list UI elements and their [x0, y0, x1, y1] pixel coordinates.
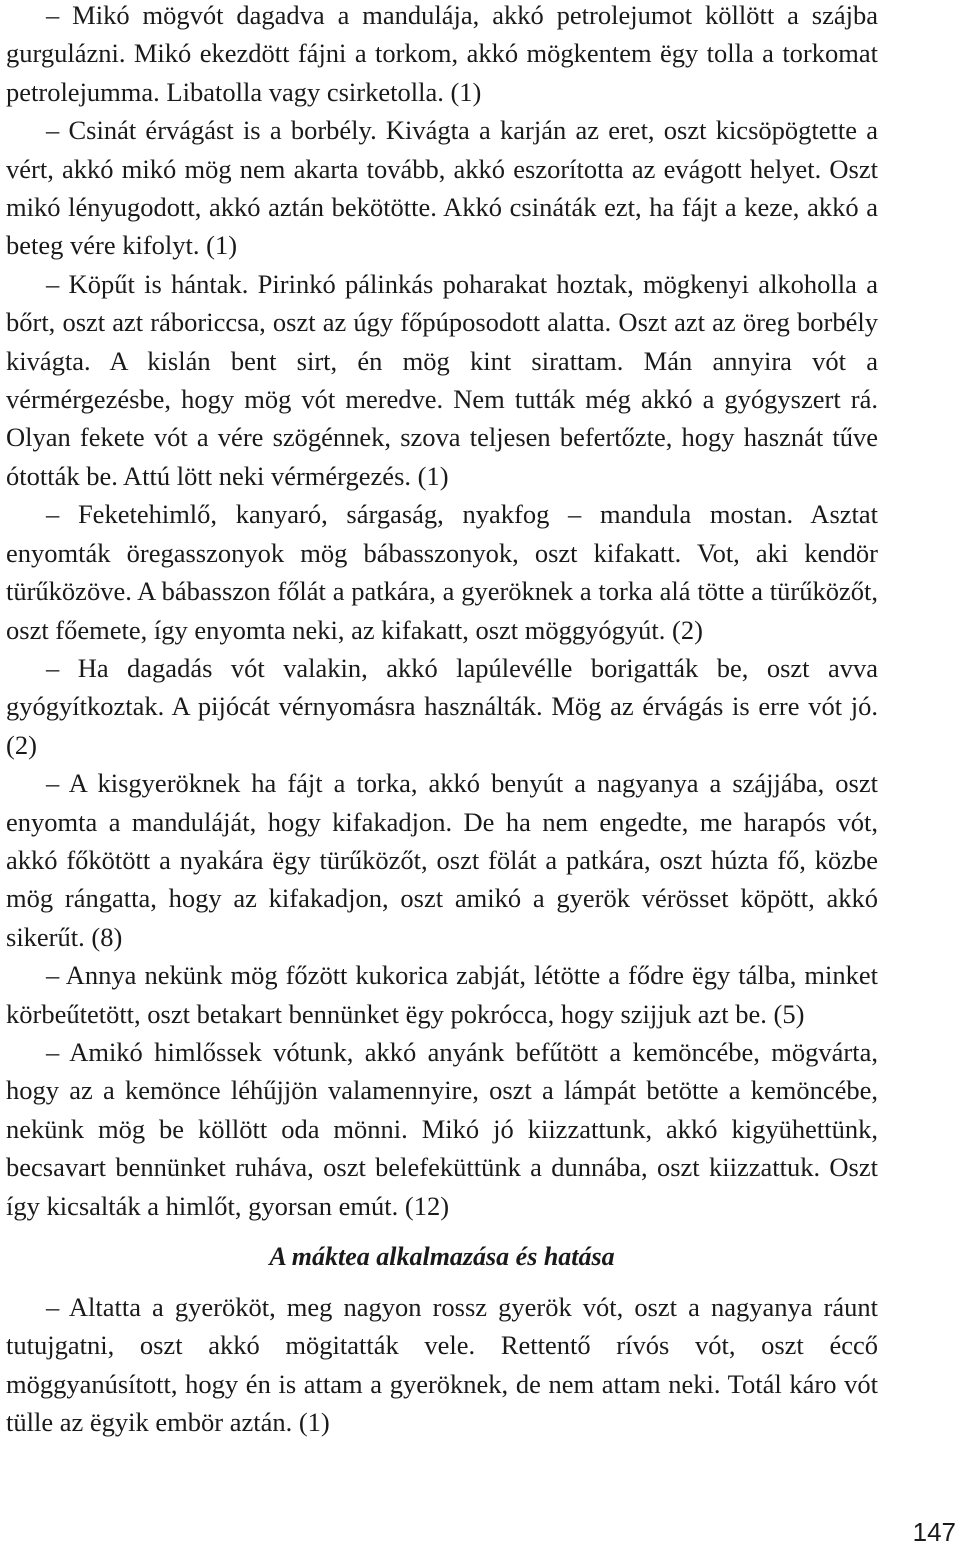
paragraph: – Köpűt is hántak. Pirinkó pálinkás poharakat hoztak, mögkenyi alkoholla a bőrt, oszt azt ráboriccsa, oszt az úgy főpúposodott alatta. Oszt azt az öreg borbély kivágta. A kislán bent sirt, én mög kint sirattam. Mán annyira vót a vérmérgezésbe, hogy mög vót meredve. Nem tutták még akkó a gyógyszert rá. Olyan fekete vót a vére szögénnek, szova teljesen befertőzte, hogy hasznát tűve ótották be. Attú lött neki vérmérgezés. (1) — [6, 268, 878, 491]
paragraph: – Feketehimlő, kanyaró, sárgaság, nyakfog – mandula mostan. Asztat enyomták öregasszonyok mög bábasszonyok, oszt kifakatt. Vot, aki kendör türűközöve. A bábasszon főlát a patkára, a gyeröknek a torka alá tötte a türűközőt, oszt főemete, így enyomta neki, az kifakatt, oszt möggyógyút. (2) — [6, 499, 878, 645]
paragraph: – Amikó himlőssek vótunk, akkó anyánk befűtött a kemöncébe, mögvárta, hogy az a kemönce léhűjjön valamennyire, oszt a lámpát betötte a kemöncébe, nekünk mög be köllött oda mönni. Mikó jó kiizzattunk, akkó kigyühettünk, becsavart bennünket ruháva, oszt belefeküttünk a dunnába, oszt kiizzattuk. Oszt így kicsalták a himlőt, gyorsan emút. (12) — [6, 1036, 878, 1221]
paragraph: – Mikó mögvót dagadva a mandulája, akkó petrolejumot köllött a szájba gurgulázni. Mikó ekezdött fájni a torkom, akkó mögkentem ëgy tolla a torkomat petrolejumma. Libatolla vagy csirketolla. (1) — [6, 0, 878, 107]
paragraph: – A kisgyeröknek ha fájt a torka, akkó benyút a nagyanya a szájjába, oszt enyomta a manduláját, hogy kifakadjon. De ha nem engedte, me harapós vót, akkó főkötött a nyakára ëgy türűközőt, oszt fölát a patkára, oszt húzta fő, közbe mög rángatta, hogy az kifakadjon, oszt amikó a gyerök vérösset köpött, akkó sikerűt. (8) — [6, 768, 878, 952]
paragraph: – Ha dagadás vót valakin, akkó lapúlevélle borigatták be, oszt avva gyógyítkoztak. A pijócát vérnyomásra használták. Mög az érvágás is erre vót jó. (2) — [6, 652, 878, 760]
section-title: A máktea alkalmazása és hatása — [269, 1242, 615, 1271]
paragraph: – Csinát érvágást is a borbély. Kivágta a karján az eret, oszt kicsöpögtette a vért, akkó mikó mög nem akarta tovább, akkó eszorította az evágott helyet. Oszt mikó lényugodott, akkó aztán bekötötte. Akkó csináták ezt, ha fájt a keze, akkó a beteg vére kifolyt. (1) — [6, 115, 878, 261]
page-number: 147 — [912, 1517, 956, 1547]
paragraph: – Annya nekünk mög főzött kukorica zabját, létötte a fődre ëgy tálba, minket körbeűtetött, oszt betakart bennünket ëgy pokrócca, hogy szijjuk azt be. (5) — [6, 960, 878, 1029]
paragraph: – Altatta a gyerököt, meg nagyon rossz gyerök vót, oszt a nagyanya ráunt tutujgatni, oszt akkó mögitatták vele. Rettentő rívós vót, oszt éccő möggyanúsított, hogy én is attam a gyeröknek, de nem attam neki. Totál káro vót tülle az ëgyik embör aztán. (1) — [6, 1292, 878, 1438]
page-body — [6, 0, 878, 1442]
